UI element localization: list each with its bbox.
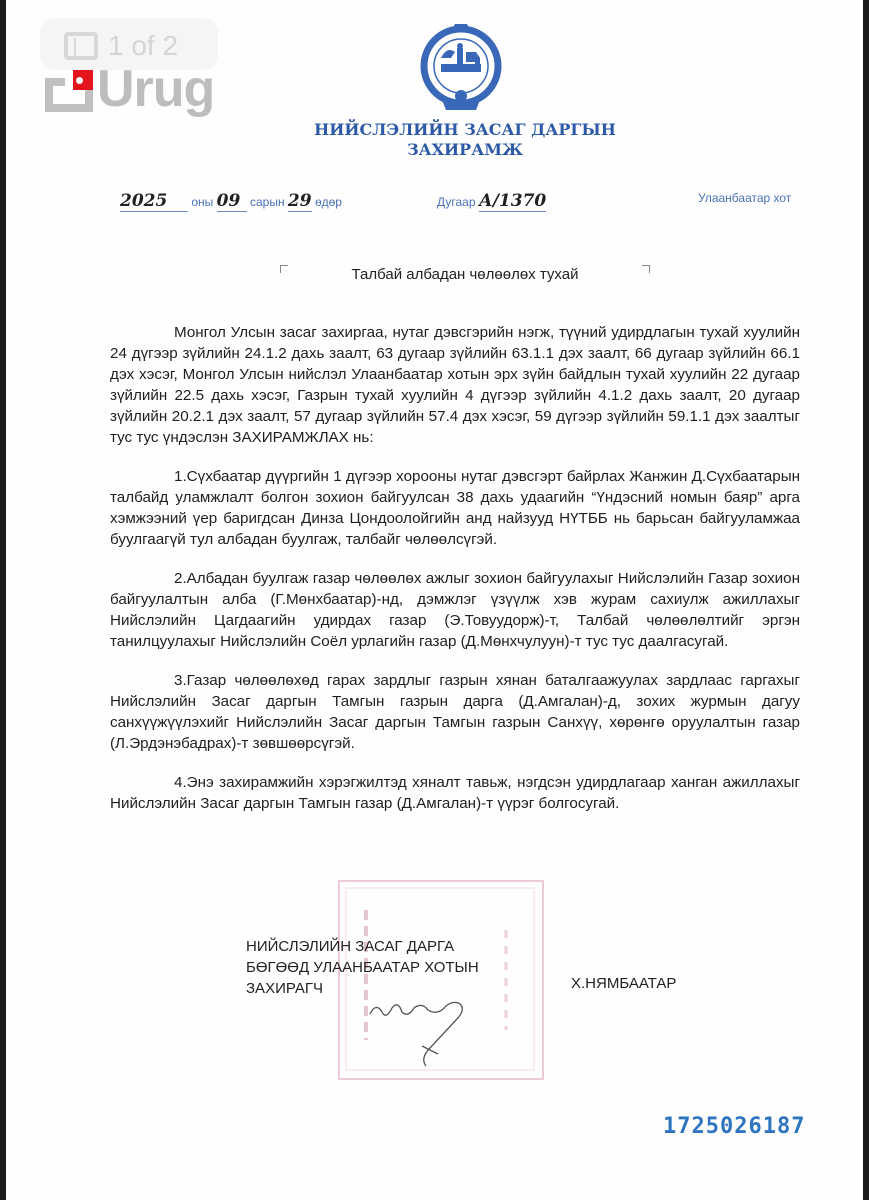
year-handwritten: 2025: [120, 191, 188, 212]
serial-number: 1725026187: [663, 1114, 806, 1139]
document-body: [110, 322, 800, 832]
signatory-name: Х.НЯМБААТАР: [571, 975, 677, 992]
subject-box: [280, 262, 650, 284]
signatory-title-line-1: НИЙСЛЭЛИЙН ЗАСАГ ДАРГА: [246, 938, 455, 955]
date-line: [120, 191, 342, 212]
page-counter-text: 1 of 2: [108, 30, 179, 61]
signatory-title-line-3: ЗАХИРАГЧ: [246, 980, 323, 997]
preamble-paragraph: Монгол Улсын засаг захиргаа, нутаг дэвсгэрийн нэгж, түүний удирдлагын тухай хуулийн 24 дүгээр зүйлийн 24.1.2 дахь заалт, 63 дугаар зүйлийн 63.1.1 дэх заалт, 66 дугаар зүйлийн 66.1 дэх хэсэг, Монгол Улсын нийслэл Улаанбаатар хотын эрх зүйн байдлын тухай хуулийн 22 дугаар зүйлийн 22.5 дахь хэсэг, Газрын тухай хуулийн 4 дүгээр зүйлийн 4.1.2 дахь заалт, 20 дугаар зүйлийн 20.2.1 дэх заалт, 57 дугаар зүйлийн 57.4 дэх хэсэг, 59 дүгээр зүйлийн 59.1.1 дэх заалтыг тус тус үндэслэн ЗАХИРАМЖЛАХ нь:: [110, 324, 800, 446]
org-name: НИЙСЛЭЛИЙН ЗАСАГ ДАРГЫН: [314, 120, 616, 139]
document-subject: Талбай албадан чөлөөлөх тухай: [351, 266, 579, 283]
number-line: [437, 191, 546, 212]
state-emblem-icon: [418, 22, 504, 114]
month-handwritten: 09: [217, 191, 247, 212]
year-label: оны: [191, 195, 214, 209]
order-item-1: 1.Сүхбаатар дүүргийн 1 дүгээр хорооны нутаг дэвсгэрт байрлах Жанжин Д.Сүхбаатарын талбайд уламжлалт болгон зохион байгуулсан 38 дахь удаагийн “Үндэсний номын баяр” арга хэмжээний үер баригдсан Динза Цондоолойгийн анд найзууд НҮТББ нь барьсан байгууламжаа буулгаагүй тул албадан буулгаж, талбайг чөлөөлсүгэй.: [110, 468, 800, 548]
page-counter: [64, 30, 178, 62]
order-item-2: 2.Албадан буулгаж газар чөлөөлөх ажлыг зохион байгуулахыг Нийслэлийн Газар зохион байгуулалтын алба (Г.Мөнхбаатар)-нд, дэмжлэг үзүүлж хэв журам сахиулж ажиллахыг Нийслэлийн Цагдаагийн удирдах газар (Э.Товуудорж)-т, Талбай чөлөөлөлтийг эргэн танилцуулахыг Нийслэлийн Соёл урлагийн газар (Д.Мөнхчулуун)-т тус тус даалгасугай.: [110, 570, 800, 650]
month-label: сарын: [249, 195, 285, 209]
number-handwritten: А/1370: [478, 191, 547, 211]
signatory-title-line-2: БӨГӨӨД УЛААНБААТАР ХОТЫН: [246, 959, 479, 976]
document-type: ЗАХИРАМЖ: [407, 140, 523, 159]
document-header: [300, 120, 630, 160]
order-item-4: 4.Энэ захирамжийн хэрэгжилтэд хяналт тавьж, нэгдсэн удирдлагаар ханган ажиллахыг Нийслэлийн Засаг даргын Тамгын газар (Д.Амгалан)-т үүрэг болгосугай.: [110, 774, 800, 812]
order-item-3: 3.Газар чөлөөлөхөд гарах зардлыг газрын хянан баталгаажуулах зардлаас гаргахыг Нийслэлийн Засаг даргын Тамгын газрын дарга (Д.Амгалан)-д, зохих журмын дагуу санхүүжүүлэхийг Нийслэлийн Засаг даргын Тамгын газрын Санхүү, хөрөнгө оруулалтын газар (Л.Эрдэнэбадрах)-т зөвшөөрсүгэй.: [110, 672, 800, 752]
place-label: Улаанбаатар хот: [698, 191, 792, 205]
logo-wordmark: Urug: [97, 60, 215, 118]
day-handwritten: 29: [287, 191, 312, 211]
signatory-title: [246, 936, 479, 999]
handwritten-signature: [362, 1000, 502, 1070]
logo-mark-icon: [45, 70, 95, 112]
number-label: Дугаар: [437, 195, 476, 209]
page-thumbnail-icon: [64, 32, 98, 60]
urug-watermark-logo: [45, 60, 215, 118]
day-label: өдөр: [314, 195, 342, 209]
